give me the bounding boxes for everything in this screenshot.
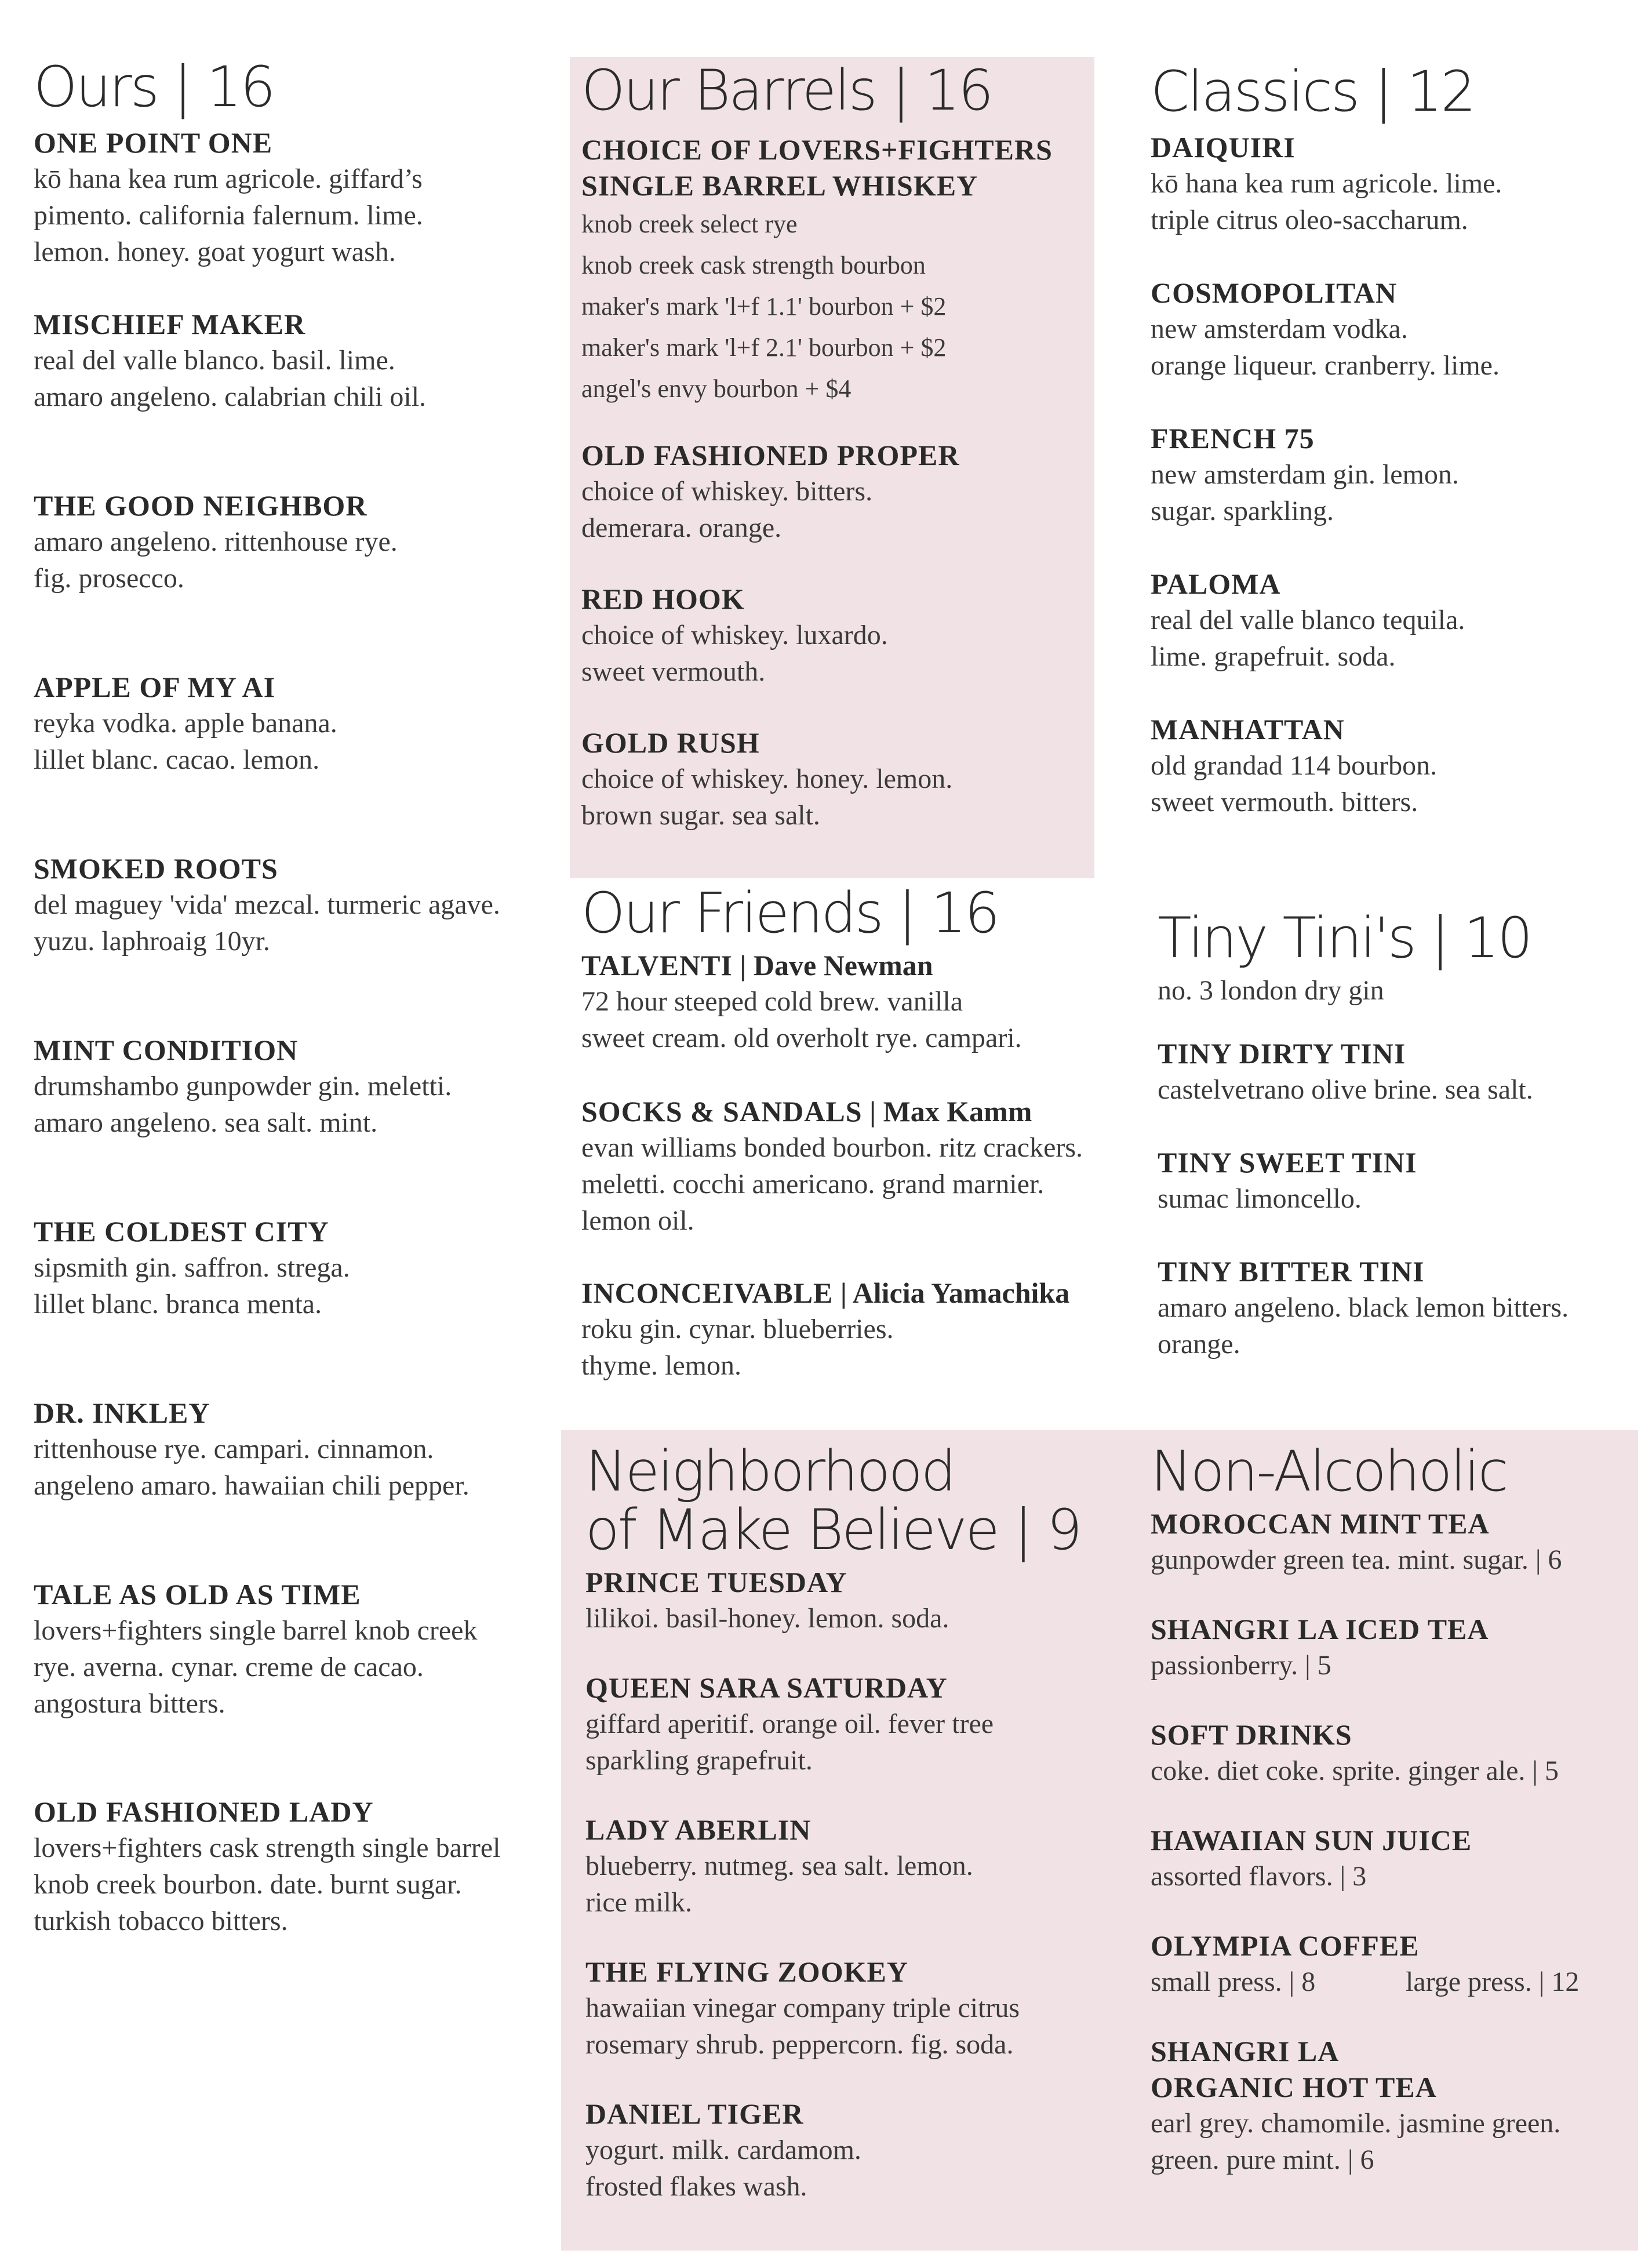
item-desc — [1151, 1964, 1632, 2000]
item-name: THE COLDEST CITY — [34, 1215, 329, 1248]
item-name: DAIQUIRI — [1151, 130, 1296, 163]
item-name: SHANGRI LA ORGANIC HOT TEA — [1151, 2034, 1437, 2103]
item-desc: gunpowder green tea. mint. sugar. | 6 — [1151, 1544, 1562, 1575]
item-name: MISCHIEF MAKER — [34, 307, 306, 340]
choice-option: knob creek cask strength bourbon — [581, 250, 926, 279]
menu-item — [34, 850, 555, 1032]
item-desc: new amsterdam gin. lemon. sugar. sparkling. — [1151, 459, 1459, 526]
item-desc: kō hana kea rum agricole. giffard’s pimento. california falernum. lime. lemon. honey. goat yogurt wash. — [34, 163, 423, 267]
menu-item — [1151, 129, 1632, 275]
item-name: SHANGRI LA ICED TEA — [1151, 1612, 1489, 1645]
item-desc: coke. diet coke. sprite. ginger ale. | 5 — [1151, 1755, 1559, 1786]
item-name — [581, 1093, 1138, 1129]
barrels-title: Our Barrels | 16 — [581, 58, 992, 123]
menu-item — [34, 669, 555, 850]
menu-item — [1151, 1822, 1632, 1928]
menu-item — [585, 2096, 1136, 2205]
menu-item — [34, 1032, 555, 1213]
menu-item — [1151, 1506, 1632, 1611]
menu-item — [34, 1395, 555, 1576]
item-desc: passionberry. | 5 — [1151, 1649, 1331, 1681]
item-name: SOFT DRINKS — [1151, 1718, 1352, 1751]
menu-item — [34, 306, 555, 488]
item-desc: 72 hour steeped cold brew. vanilla sweet cream. old overholt rye. campari. — [581, 986, 1022, 1053]
tiny-subtitle: no. 3 london dry gin — [1158, 975, 1384, 1006]
menu-item — [585, 1670, 1136, 1812]
item-name: DANIEL TIGER — [585, 2097, 804, 2130]
item-name: OLYMPIA COFFEE — [1151, 1929, 1420, 1962]
item-desc: amaro angeleno. black lemon bitters. orange. — [1158, 1292, 1569, 1359]
friends-title: Our Friends | 16 — [581, 881, 999, 946]
menu-item — [1158, 1253, 1639, 1362]
item-title: INCONCEIVABLE — [581, 1276, 834, 1309]
neighborhood-section — [585, 1439, 1136, 2205]
item-desc: real del valle blanco tequila. lime. grapefruit. soda. — [1151, 604, 1465, 672]
ours-title: Ours | 16 — [34, 54, 274, 119]
menu-item — [1158, 1035, 1639, 1144]
item-name: ONE POINT ONE — [34, 126, 273, 159]
menu-item — [34, 125, 555, 306]
item-credit: | Dave Newman — [732, 948, 933, 982]
item-name: PALOMA — [1151, 567, 1281, 600]
tiny-title: Tiny Tini's | 10 — [1158, 906, 1531, 970]
menu-item — [1151, 420, 1632, 566]
item-name: APPLE OF MY AI — [34, 670, 276, 703]
item-name — [581, 1275, 1138, 1311]
menu-item — [581, 1093, 1138, 1275]
item-name: COSMOPOLITAN — [1151, 276, 1397, 309]
ours-section — [34, 54, 555, 1939]
item-desc: earl grey. chamomile. jasmine green. green. pure mint. | 6 — [1151, 2107, 1561, 2175]
friends-section — [581, 881, 1138, 1384]
tiny-tinis-section — [1158, 906, 1639, 1362]
item-desc: lilikoi. basil-honey. lemon. soda. — [585, 1602, 949, 1634]
item-desc: drumshambo gunpowder gin. meletti. amaro angeleno. sea salt. mint. — [34, 1070, 452, 1138]
neighborhood-title: Neighborhood of Make Believe | 9 — [585, 1439, 1081, 1562]
item-name: MANHATTAN — [1151, 713, 1345, 746]
item-desc: old grandad 114 bourbon. sweet vermouth. bitters. — [1151, 750, 1438, 817]
menu-item — [34, 1794, 555, 1939]
choice-option: maker's mark 'l+f 2.1' bourbon + $2 — [581, 333, 947, 362]
item-title: TALVENTI — [581, 948, 733, 982]
nonalc-title: Non-Alcoholic — [1151, 1439, 1507, 1504]
classics-title: Classics | 12 — [1151, 59, 1475, 124]
item-name: HAWAIIAN SUN JUICE — [1151, 1823, 1472, 1856]
item-credit: | Max Kamm — [862, 1095, 1032, 1128]
item-name: PRINCE TUESDAY — [585, 1565, 847, 1598]
item-name: TINY DIRTY TINI — [1158, 1037, 1406, 1070]
menu-item — [34, 488, 555, 669]
item-name: GOLD RUSH — [581, 726, 760, 759]
item-name: LADY ABERLIN — [585, 1813, 812, 1846]
large-press-price: large press. | 12 — [1406, 1966, 1580, 1997]
menu-item — [581, 947, 1138, 1093]
item-desc: amaro angeleno. rittenhouse rye. fig. prosecco. — [34, 526, 398, 594]
menu-item — [581, 725, 1083, 834]
item-desc: hawaiian vinegar company triple citrus rosemary shrub. peppercorn. fig. soda. — [585, 1992, 1020, 2060]
barrels-section — [570, 57, 1094, 878]
item-desc: reyka vodka. apple banana. lillet blanc. cacao. lemon. — [34, 707, 337, 775]
choice-option: knob creek select rye — [581, 209, 798, 238]
classics-section — [1151, 59, 1632, 820]
item-name: MOROCCAN MINT TEA — [1151, 1507, 1490, 1540]
non-alcoholic-section — [1151, 1439, 1632, 2178]
small-press-price: small press. | 8 — [1151, 1966, 1316, 1997]
item-name: TINY BITTER TINI — [1158, 1255, 1425, 1288]
menu-item — [1151, 711, 1632, 820]
item-name: FRENCH 75 — [1151, 421, 1315, 455]
item-desc: sipsmith gin. saffron. strega. lillet blanc. branca menta. — [34, 1252, 350, 1319]
item-credit: | Alicia Yamachika — [833, 1276, 1070, 1309]
item-name: SMOKED ROOTS — [34, 852, 278, 885]
item-desc: rittenhouse rye. campari. cinnamon. angeleno amaro. hawaiian chili pepper. — [34, 1433, 470, 1501]
menu-item — [585, 1564, 1136, 1670]
menu-item — [581, 437, 1083, 546]
item-desc: sumac limoncello. — [1158, 1183, 1362, 1214]
menu-item — [34, 1213, 555, 1395]
item-name: THE FLYING ZOOKEY — [585, 1955, 908, 1988]
menu-item — [1151, 1717, 1632, 1822]
menu-item — [1151, 566, 1632, 711]
menu-item — [34, 1576, 555, 1794]
item-title: SOCKS & SANDALS — [581, 1095, 863, 1128]
item-desc: del maguey 'vida' mezcal. turmeric agave. yuzu. laphroaig 10yr. — [34, 889, 500, 957]
menu-item — [1151, 275, 1632, 420]
item-desc: lovers+fighters single barrel knob creek rye. averna. cynar. creme de cacao. angostura bitters. — [34, 1615, 478, 1719]
item-name: QUEEN SARA SATURDAY — [585, 1671, 948, 1704]
menu-item — [1151, 1928, 1632, 2033]
item-name — [581, 947, 1138, 983]
menu-item — [585, 1812, 1136, 1954]
item-desc: assorted flavors. | 3 — [1151, 1860, 1367, 1892]
menu-item — [1158, 1144, 1639, 1253]
item-desc: lovers+fighters cask strength single barrel knob creek bourbon. date. burnt sugar. turkish tobacco bitters. — [34, 1832, 501, 1936]
item-desc: castelvetrano olive brine. sea salt. — [1158, 1074, 1533, 1105]
item-desc: choice of whiskey. bitters. demerara. orange. — [581, 475, 873, 543]
item-desc: kō hana kea rum agricole. lime. triple citrus oleo-saccharum. — [1151, 168, 1502, 235]
choice-option: angel's envy bourbon + $4 — [581, 374, 852, 403]
choice-name: CHOICE OF LOVERS+FIGHTERS SINGLE BARREL WHISKEY — [581, 133, 1053, 202]
item-name: MINT CONDITION — [34, 1033, 299, 1066]
item-desc: giffard aperitif. orange oil. fever tree sparkling grapefruit. — [585, 1708, 994, 1776]
choice-option: maker's mark 'l+f 1.1' bourbon + $2 — [581, 292, 947, 321]
item-desc: yogurt. milk. cardamom. frosted flakes wash. — [585, 2134, 861, 2202]
item-name: RED HOOK — [581, 582, 745, 615]
item-desc: choice of whiskey. honey. lemon. brown sugar. sea salt. — [581, 763, 953, 831]
item-desc: real del valle blanco. basil. lime. amaro angeleno. calabrian chili oil. — [34, 344, 427, 412]
item-desc: new amsterdam vodka. orange liqueur. cranberry. lime. — [1151, 313, 1500, 381]
item-name: THE GOOD NEIGHBOR — [34, 489, 367, 522]
item-desc: evan williams bonded bourbon. ritz crackers. meletti. cocchi americano. grand marnier. lemon oil. — [581, 1132, 1083, 1236]
menu-item — [1151, 1611, 1632, 1717]
item-desc: choice of whiskey. luxardo. sweet vermouth. — [581, 619, 888, 687]
menu-item — [1151, 2033, 1632, 2178]
item-desc: roku gin. cynar. blueberries. thyme. lemon. — [581, 1313, 894, 1381]
item-name: OLD FASHIONED PROPER — [581, 438, 960, 471]
menu-item — [581, 1275, 1138, 1384]
item-desc: blueberry. nutmeg. sea salt. lemon. rice milk. — [585, 1850, 973, 1918]
item-name: TINY SWEET TINI — [1158, 1146, 1417, 1179]
menu-item — [585, 1954, 1136, 2096]
item-name: TALE AS OLD AS TIME — [34, 1577, 361, 1611]
menu-item — [581, 581, 1083, 690]
item-name: DR. INKLEY — [34, 1396, 210, 1429]
item-name: OLD FASHIONED LADY — [34, 1795, 374, 1828]
